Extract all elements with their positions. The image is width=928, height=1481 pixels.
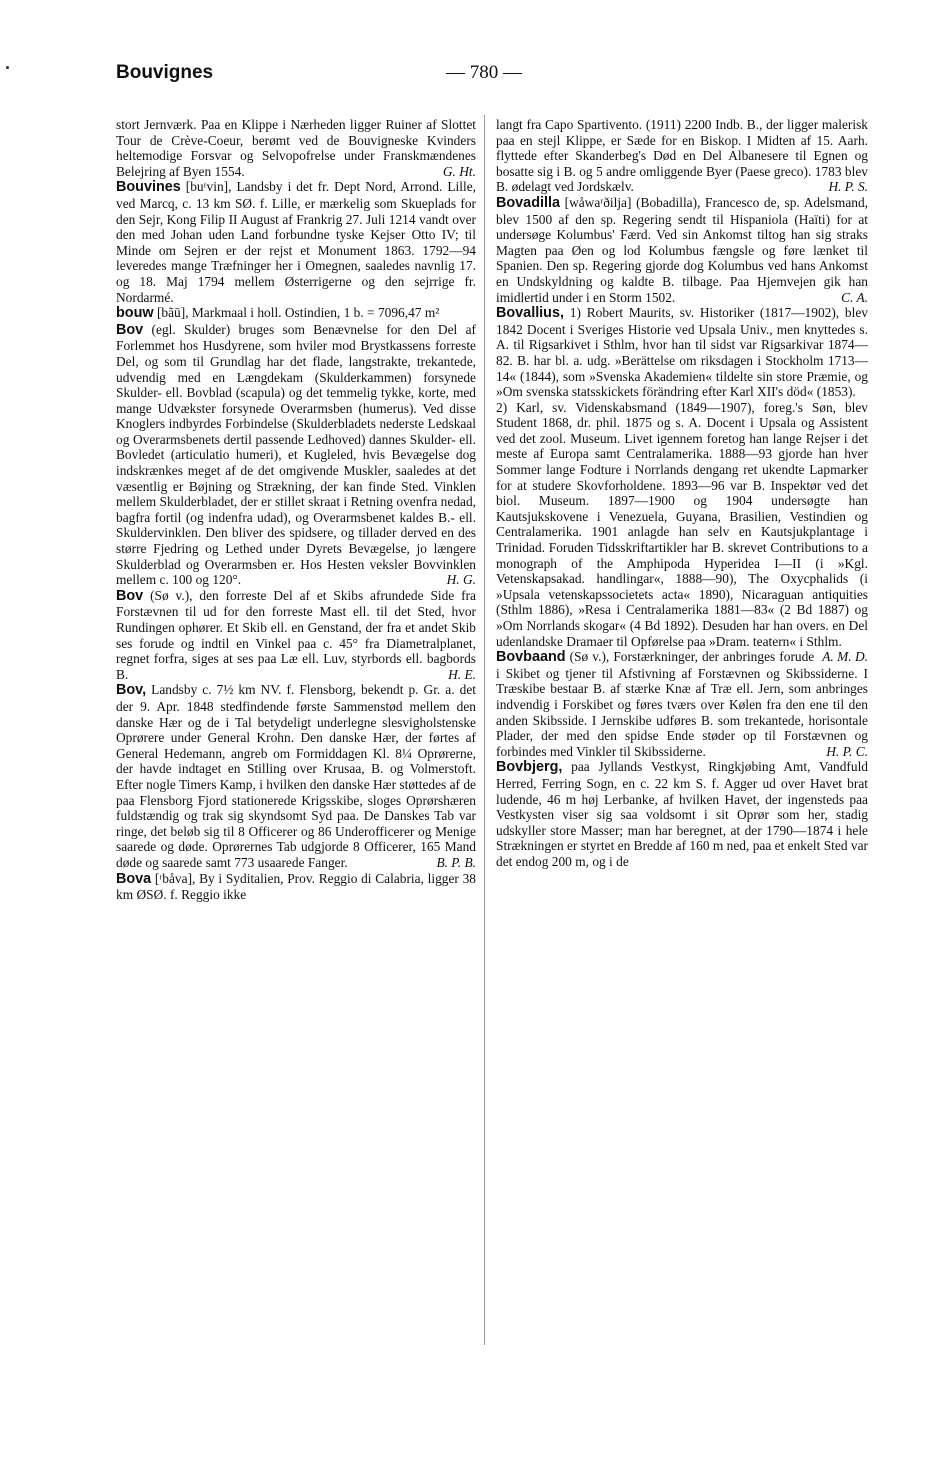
entry-headword: Bouvines (116, 179, 181, 196)
entry-headword: Bovbjerg, (496, 759, 563, 776)
entry-text: Landsby c. 7½ km NV. f. Flensborg, bekendt p. Gr. a. det der 9. Apr. 1848 stedfindende første Sammenstød mellem den danske Hær og de i Tal betydeligt underlegne slesvigholstenske Oprørere under General Krohn. Den danske Hær, der førtes af General Hedemann, angreb om Formiddagen Kl. 8¼ Oprørerne, der havde indtaget en Stilling over Krusaa, B. og Volmerstoft. Efter nogle Timers Kamp, i hvilken den danske Hær støttedes af de paa Flensborg Fjord stationerede Krigsskibe, sloges Oprørshæren fuldstændig og trak sig skyndsomt Syd paa. De Danskes Tab var ringe, det beløb sig til 8 Officerer og 86 Underofficerer og Menige saarede og døde. Oprørernes Tab udgjorde 8 Officerer, 165 Mand døde og saarede samt 773 usaarede Fanger. (116, 682, 476, 870)
entry-text: [buʳvin], Landsby i det fr. Dept Nord, Arrond. Lille, ved Marcq, c. 13 km SØ. f. Lille, er mærkelig som Skueplads for den Sejr, Kong Filip II August af Frankrig 27. Juli 1214 vandt over den med Johan uden Land forbundne tyske Kejser Otto IV; til Minde om Sejren er der rejst et Monument 1863. 1792—94 leveredes mange Træfninger her i Omegnen, saaledes navnlig 17. og 18. Maj 1794 mellem Østerrigerne og den sejrrige fr. Nordarmé. (116, 179, 476, 305)
dictionary-entry (116, 305, 476, 322)
dictionary-entry (116, 682, 476, 870)
dictionary-entry (116, 588, 476, 683)
entry-text: (Sø v.), Forstærkninger, der anbringes forude i Skibet og tjener til Afstivning af Forstævnen og Skibssiderne. I Træskibe bestaar B. af stærke Knæ af Træ ell. Jern, som anbringes indvendig i Forskibet og føres tværs over Kølen fra den ene til den anden Skibsside. I Jernskibe udføres B. som trekantede, horisontale Plader, der med den spidse Ende støder op til Forstævnen og forbindes med Vinkler til Skibssiderne. (496, 649, 868, 759)
entry-text: 2) Karl, sv. Videnskabsmand (1849—1907), foreg.'s Søn, blev Student 1868, dr. phil. 1875 og s. A. Docent i Upsala og Assistent ved det zool. Museum. Livet igennem foretog han lange Rejser i det meste af Europa samt Centralamerika. 1888—93 gjorde han hver Sommer lange Fodture i Norrlands dengang ret ukendte Lapmarker for at studere Skovforholdene. 1893—96 var B. Inspektør ved det biol. Museum. 1897—1900 og 1904 undersøgte han Kautsjukskovene i Venezuela, Guyana, Brasilien, Vestindien og Centralamerika. 1901 anlagde han selv en Kautsjukplantage i Trinidad. Foruden Tidsskriftartikler har B. skrevet Contributions to a monograph of the Amphipoda Hyperidea I—II (i »Kgl. Vetenskapsakad. handlingar«, 1888—90), The Oxycphalids (i »Upsala vetenskapssocietets acta« 1890), Nicaraguan antiquities (Sthlm 1886), »Resa i Centralamerika 1881—83« (2 Bd 1887) og »Om Norrlands skogar« (4 Bd 1892). Desuden har han overs. en Del udenlandske Dramaer til Opførelse paa »Dram. teatern« i Sthlm. (496, 399, 868, 649)
entry-text: [bãū], Markmaal i holl. Ostindien, 1 b. = 7096,47 m² (156, 305, 440, 321)
dictionary-entry (496, 195, 868, 305)
dictionary-entry (116, 871, 476, 903)
column-divider (484, 115, 485, 1345)
dictionary-entry (116, 117, 476, 179)
entry-text: paa Jyllands Vestkyst, Ringkjøbing Amt, Vandfuld Herred, Ferring Sogn, en c. 22 km S. f. Agger ud over Havet brat ludende, 46 m høj Lerbanke, af hvilken Havet, der ingensteds paa Vestkysten viser sig saa voldsomt i sit Oprør som her, stadig udskyller store Masser; man har beregnet, at der 1790—1874 i hele Strækningen er styrtet en Bredde af 160 m ned, paa et enkelt Sted var det endog 200 m, og i de (496, 759, 868, 869)
author-signature: H. E. (448, 666, 476, 682)
entry-text: 1) Robert Maurits, sv. Historiker (1817—1902), blev 1842 Docent i Sveriges Historie ved Upsala Univ., men knyttedes s. A. til Rigsarkivet i Sthlm, hvor han til sidst var Rigsarkivar 1874—82. B. har bl. a. udg. »Berättelse om riksdagen i Stockholm 1713—14« (1844), som »Svenska Akademien« tildelte sin store Præmie, og »Om svenska statsskickets förändring efter Karl XII's död« (1853). (496, 305, 868, 400)
entry-headword: Bov, (116, 682, 147, 699)
entry-headword: Bova (116, 870, 152, 887)
author-signature: H. G. (446, 572, 476, 588)
entry-headword: Bovallius, (496, 305, 564, 322)
entry-text: [ʳbåva], By i Syditalien, Prov. Reggio di Calabria, ligger 38 km ØSØ. f. Reggio ikke (116, 870, 476, 903)
dictionary-entry (496, 649, 868, 759)
page-number: — 780 — (446, 62, 522, 83)
author-signature: H. P. S. (828, 179, 868, 195)
author-signature: G. Ht. (442, 163, 476, 179)
entry-text: langt fra Capo Spartivento. (1911) 2200 Indb. B., der ligger malerisk paa en stejl Klippe, er Sæde for en Biskop. I Midten af 15. Aarh. flyttede efter Skanderbeg's Død en Del Albanesere til Egnen og bosatte sig i B. og 5 andre omliggende Byer (Paese greco). 1783 blev B. ødelagt ved Jordskælv. (496, 117, 868, 195)
left-column (116, 117, 476, 903)
entry-headword: Bov (116, 587, 144, 604)
entry-text: [wåwaʳðiljа] (Bobadilla), Francesco de, sp. Adelsmand, blev 1500 af den sp. Regering sendt til Hispaniola (Haïti) for at undersøge Kolumbus' Færd. Ved sin Ankomst tiltog han sig straks Magten paa Øen og lod Kolumbus fængsle og føre lænket til Spanien. Den sp. Regering gjorde dog Kolumbus ved hans Ankomst en Undskyldning og kaldte B. tilbage. Paa Hjemvejen gik han imidlertid under i en Storm 1502. (496, 194, 868, 305)
entry-headword: Bovbaand (496, 649, 566, 666)
author-signature: C. A. (841, 289, 868, 305)
scan-speck (6, 66, 9, 69)
dictionary-entry (116, 179, 476, 305)
author-signature: A. M. D. (822, 649, 868, 665)
entry-headword: Bovadilla (496, 194, 560, 211)
running-head: Bouvignes (116, 62, 214, 83)
entry-headword: Bov (116, 321, 144, 338)
dictionary-entry (496, 759, 868, 869)
dictionary-entry (496, 305, 868, 400)
dictionary-entry (116, 322, 476, 588)
entry-text: (Sø v.), den forreste Del af et Skibs afrundede Side fra Forstævnen til ud for den forreste Mast ell. til det Sted, hvor Rundingen ophører. Et Skib ell. en Genstand, der fra et andet Skib ses forude og indtil en Vinkel paa c. 45° fra Diametralplanet, regnet forfra, siges at ses paa Læ ell. Luv, styrbords ell. bagbords B. (116, 587, 476, 682)
entry-text: stort Jernværk. Paa en Klippe i Nærheden ligger Ruiner af Slottet Tour de Crève-Coeur, berømt ved de Bouvigneske Kvinders heltemodige Forsvar og Selvopofrelse under Franskmændenes Belejring af Byen 1554. (116, 117, 476, 179)
author-signature: B. P. B. (436, 854, 476, 870)
entry-text: (egl. Skulder) bruges som Benævnelse for den Del af Forlemmet hos Husdyrene, som hviler mod Brystkassens forreste Del, og som til Grundlag har det flade, langstrakte, trekantede, udvendig med en Længdekam (Skulderkammen) forsynede Skulder- ell. Bovblad (scapula) og det temmelig tykke, korte, med mange Udvækster forsynede Overarmsben (humerus). Ved disse Knoglers indbyrdes Forbindelse (Skulderbladets nederste Ledskaal og Overarmsbenets dertil passende Ledhoved) dannes Skulder- ell. Bovledet (articulatio humeri), et Kugleled, hvis Bevægelse dog indskrænkes meget af de det omgivende Muskler, saaledes at det væsentlig er Bøjning og Strækning, der kan finde Sted. Vinklen mellem Skulderbladet, der er stillet skraat i Retning ovenfra nedad, bagfra fortil (og indenfra udad), og Overarmsbenet kaldes B.- ell. Skuldervinklen. Den bliver des spidsere, og tillader derved en des større Fjedring og Lethed under Dyrets Bevægelse, jo længere Skulderblad og Overarmsben er. Hos Hesten veksler Bovvinklen mellem c. 100 og 120°. (116, 321, 476, 588)
author-signature: H. P. C. (826, 743, 868, 759)
entry-headword: bouw (116, 305, 154, 322)
page-header (116, 62, 866, 92)
dictionary-entry (496, 117, 868, 195)
right-column (496, 117, 868, 870)
